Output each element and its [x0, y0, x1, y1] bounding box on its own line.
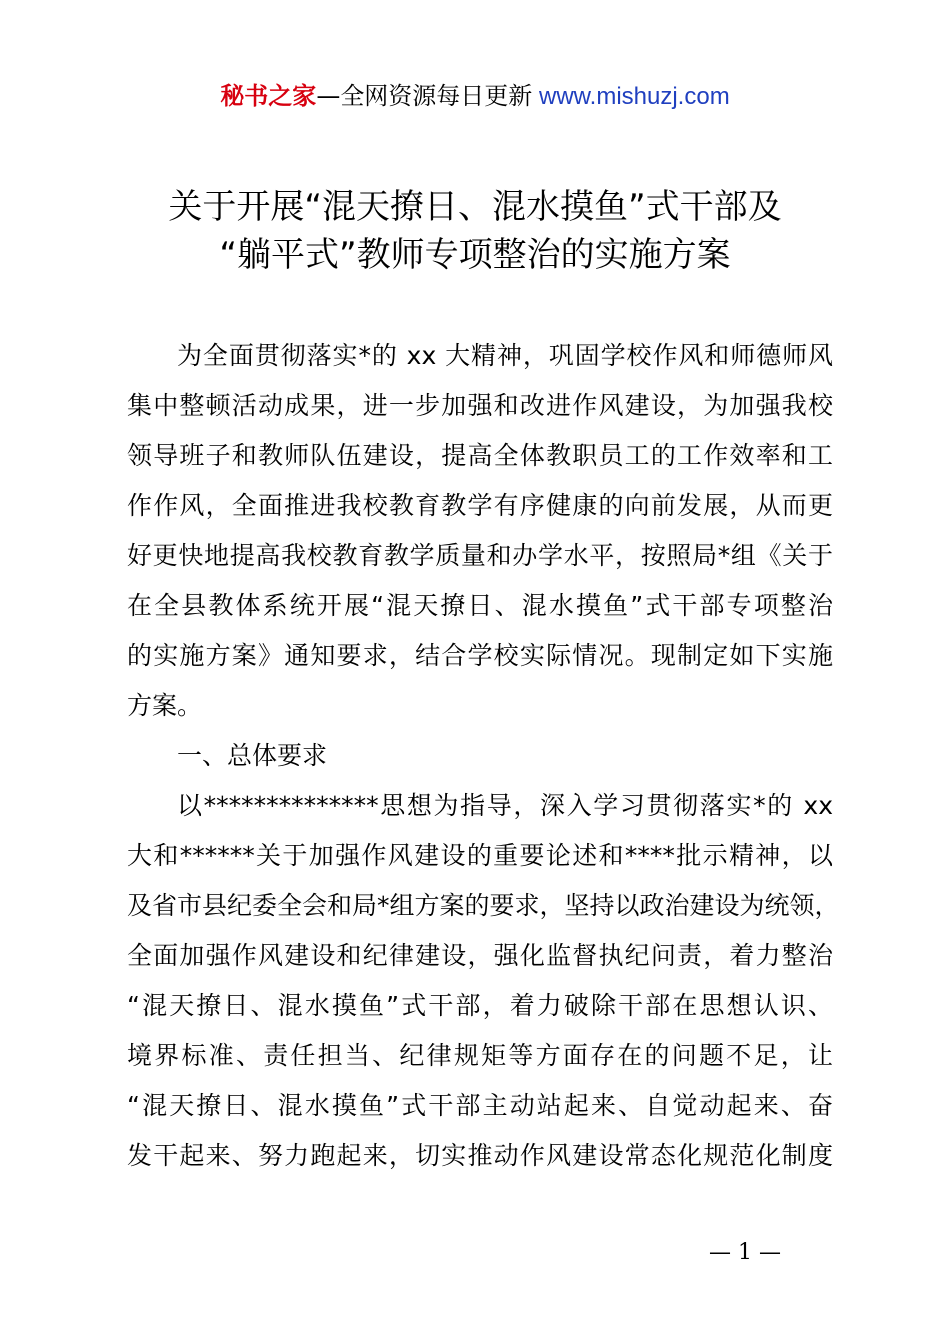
paragraph-line: 的实施方案》通知要求，结合学校实际情况。现制定如下实施 — [127, 641, 833, 670]
document-title — [60, 183, 890, 279]
paragraph-line: 大和******关于加强作风建设的重要论述和****批示精神，以 — [127, 841, 833, 870]
banner-tagline: —全网资源每日更新 — [316, 82, 533, 110]
paragraph-line: 作作风，全面推进我校教育教学有序健康的向前发展，从而更 — [127, 491, 833, 520]
paragraph-line: 发干起来、努力跑起来，切实推动作风建设常态化规范化制度 — [127, 1141, 833, 1170]
paragraph-line: 境界标准、责任担当、纪律规矩等方面存在的问题不足，让 — [127, 1041, 833, 1070]
paragraph-line: 为全面贯彻落实*的 xx 大精神，巩固学校作风和师德师风 — [177, 341, 833, 370]
paragraph-line: 以**************思想为指导，深入学习贯彻落实*的 xx — [177, 791, 833, 820]
section-heading: 一、总体要求 — [177, 741, 328, 770]
paragraph-line: 及省市县纪委全会和局*组方案的要求，坚持以政治建设为统领， — [127, 891, 840, 920]
paragraph-line: 领导班子和教师队伍建设，提高全体教职员工的工作效率和工 — [127, 441, 833, 470]
document-body — [127, 331, 840, 1181]
page-number: — 1 — — [709, 1240, 781, 1265]
paragraph-line: 在全县教体系统开展“混天撩日、混水摸鱼”式干部专项整治 — [127, 591, 833, 620]
title-line-2: “躺平式”教师专项整治的实施方案 — [219, 235, 731, 275]
paragraph-line: “混天撩日、混水摸鱼”式干部主动站起来、自觉动起来、奋 — [127, 1091, 833, 1120]
paragraph-line: 好更快地提高我校教育教学质量和办学水平，按照局*组《关于 — [127, 541, 833, 570]
paragraph-line: 集中整顿活动成果，进一步加强和改进作风建设，为加强我校 — [127, 391, 833, 420]
paragraph-line: 全面加强作风建设和纪律建设，强化监督执纪问责，着力整治 — [127, 941, 833, 970]
brand-name: 秘书之家 — [220, 82, 317, 110]
website-link[interactable]: www.mishuzj.com — [532, 83, 730, 110]
site-banner — [0, 80, 950, 113]
paragraph-line: 方案。 — [127, 691, 203, 720]
paragraph-line: “混天撩日、混水摸鱼”式干部，着力破除干部在思想认识、 — [127, 991, 833, 1020]
title-line-1: 关于开展“混天撩日、混水摸鱼”式干部及 — [168, 187, 782, 227]
